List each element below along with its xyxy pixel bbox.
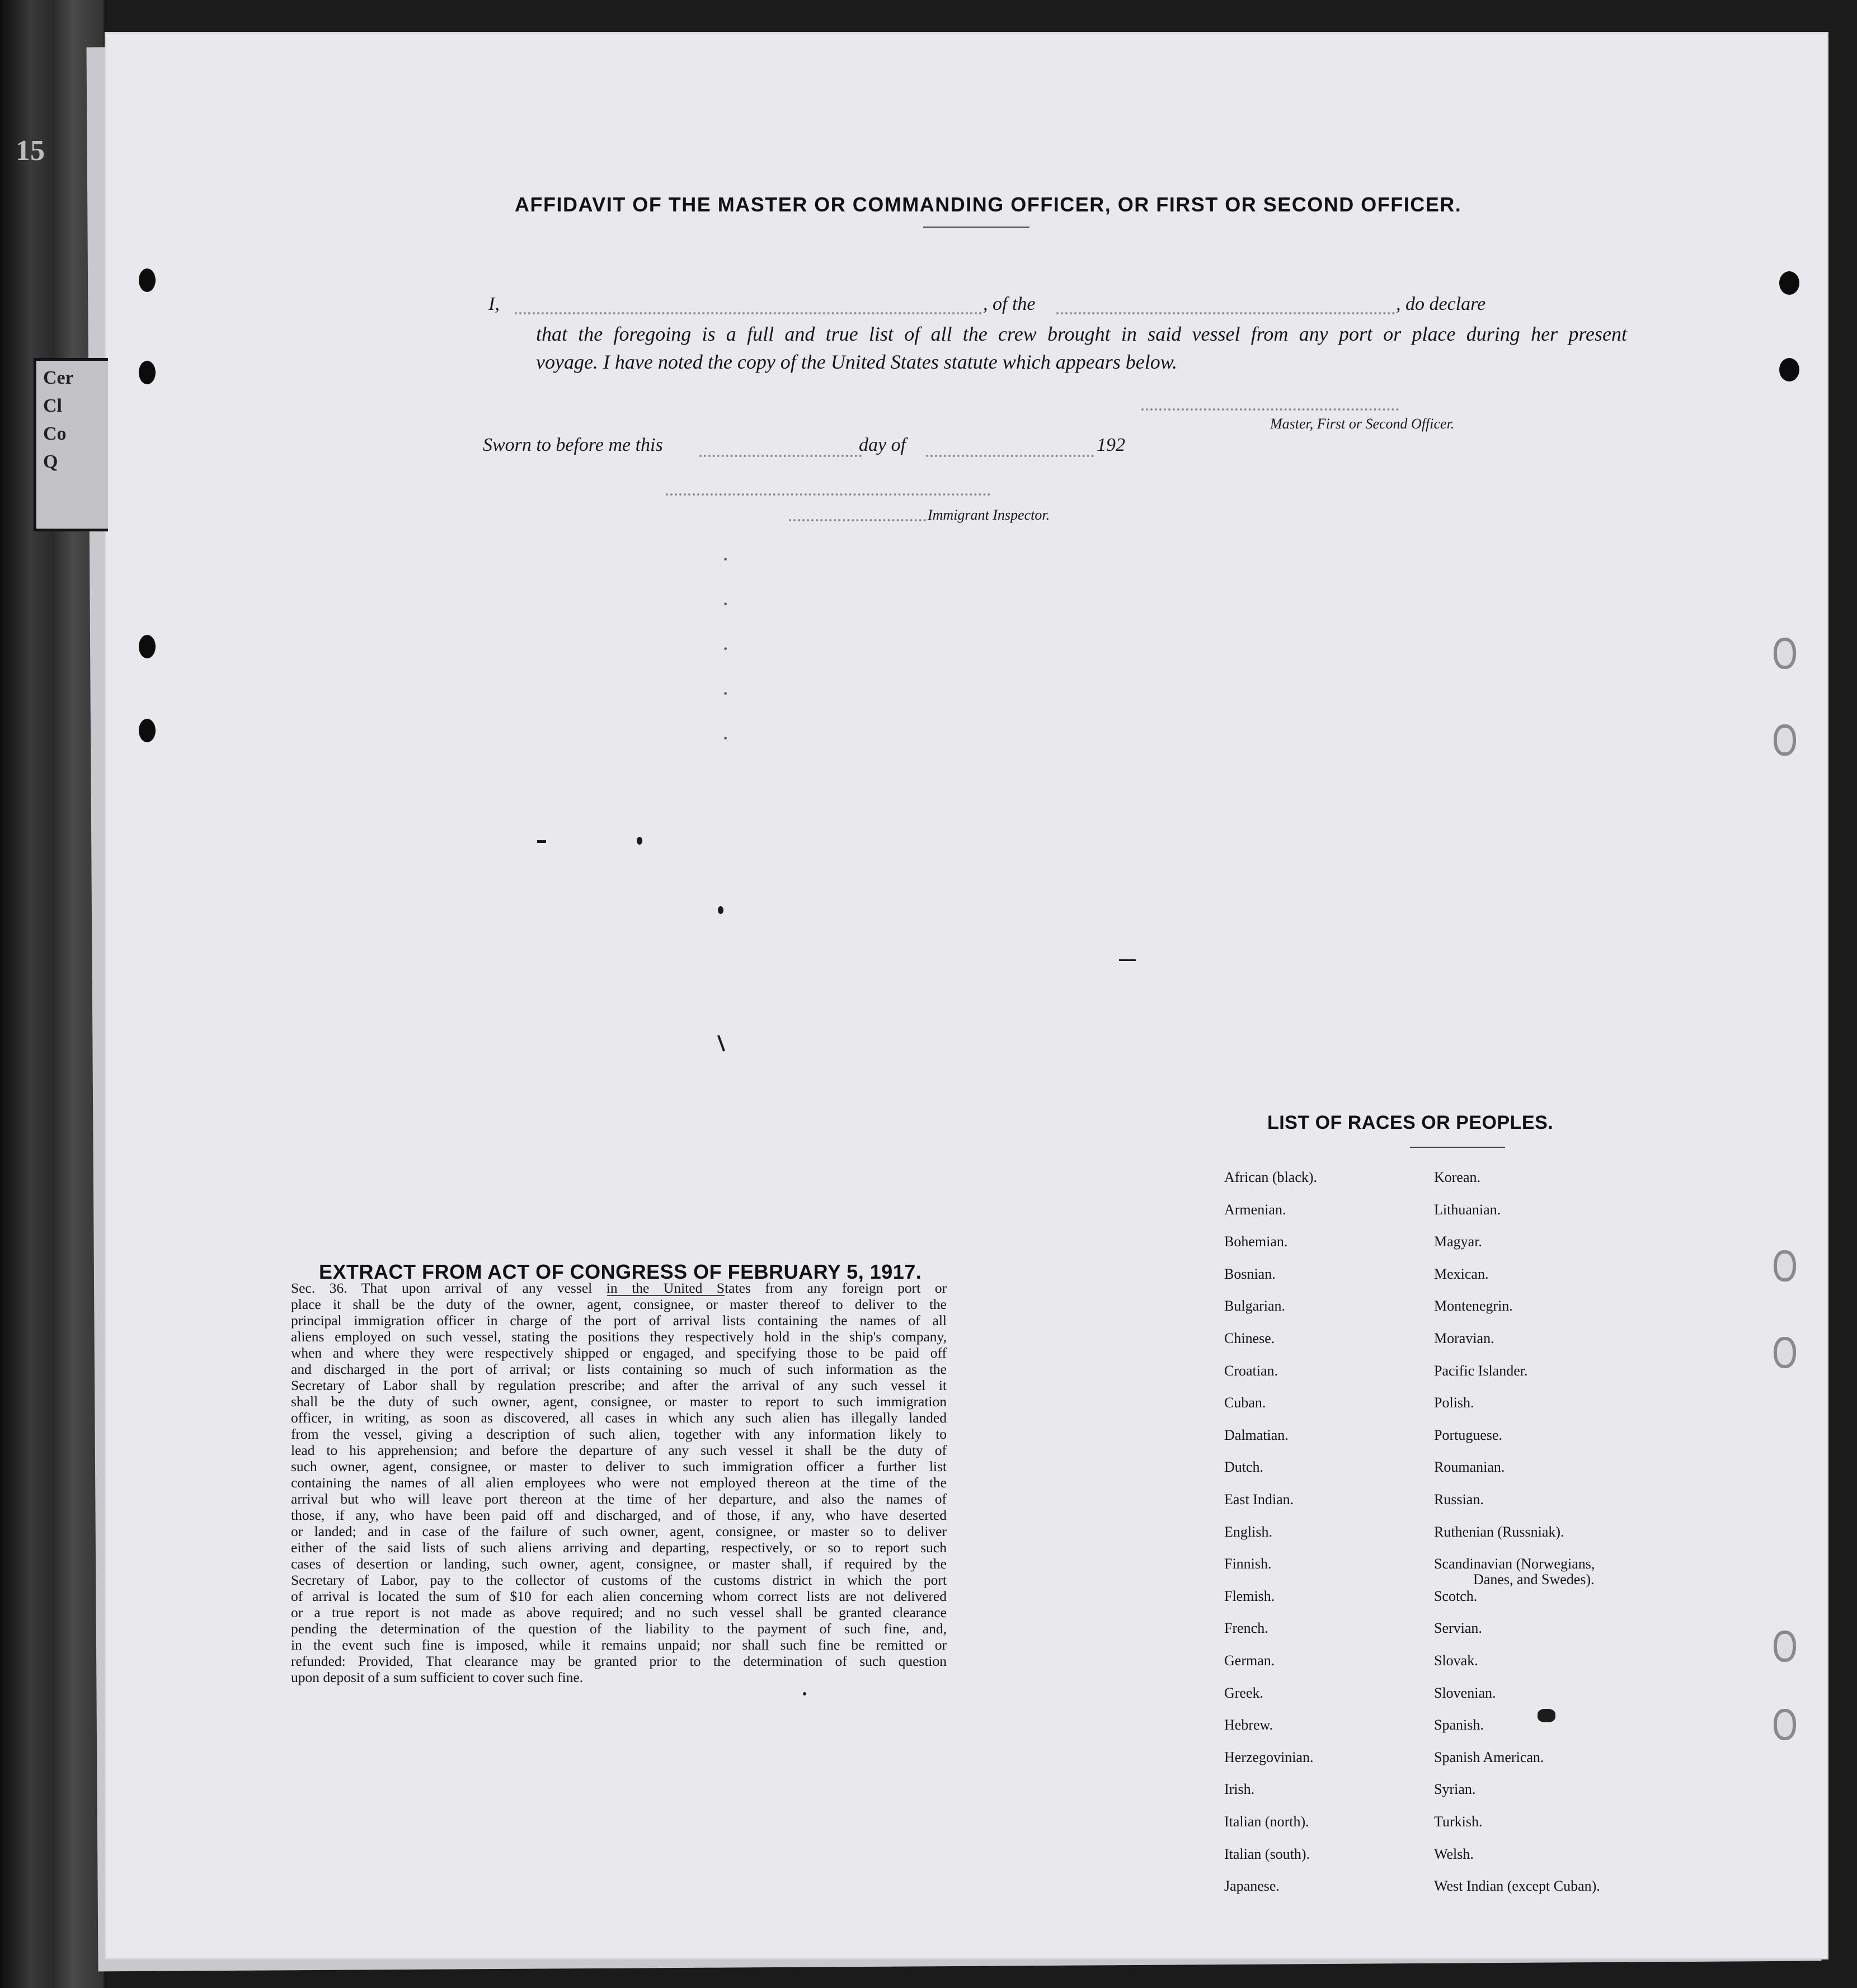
race-item (1434, 1846, 1474, 1863)
punch-hole-icon (139, 635, 156, 658)
race-item (1434, 1556, 1595, 1588)
stub-fragment: Cer (43, 368, 74, 388)
statute-line: in the event such fine is imposed, while it remains unpaid; nor shall such fine be remitted or (291, 1637, 947, 1653)
inspector-signature-blank[interactable] (666, 493, 990, 497)
punch-hole-icon (139, 719, 156, 742)
race-item (1434, 1330, 1494, 1347)
binder-ring-icon (1774, 724, 1796, 756)
race-item: Finnish. (1224, 1556, 1272, 1572)
punch-hole-icon (1779, 358, 1799, 381)
race-item: Greek. (1224, 1684, 1264, 1701)
statute-line: Sec. 36. That upon arrival of any vessel in the United States from any foreign port or (291, 1280, 947, 1296)
day-of-label: day of (859, 435, 906, 455)
race-item: African (black). (1224, 1169, 1318, 1185)
race-item (1434, 1459, 1505, 1476)
punch-hole-icon (139, 361, 156, 384)
race-item: Bosnian. (1224, 1265, 1276, 1282)
ink-mark (637, 837, 642, 845)
race-item (1434, 1298, 1513, 1315)
race-item (1434, 1652, 1478, 1669)
race-item: Flemish. (1224, 1587, 1275, 1604)
do-declare-label: , do declare (1396, 294, 1486, 314)
ink-mark (803, 1692, 806, 1695)
race-item-label: Spanish American. (1434, 1749, 1544, 1765)
statute-line: or a true report is not made as above required; and no such vessel shall be granted clearance (291, 1604, 947, 1620)
race-item: Irish. (1224, 1781, 1255, 1798)
race-item (1434, 1813, 1482, 1830)
affidavit-body (536, 320, 1627, 376)
name-blank[interactable] (515, 312, 982, 315)
year-prefix: 192 (1097, 435, 1125, 455)
stub-fragment: Co (43, 423, 67, 444)
race-item: French. (1224, 1620, 1268, 1637)
race-item: Bohemian. (1224, 1233, 1288, 1250)
statute-line: and discharged in the port of arrival; or lists containing so much of such information as the (291, 1361, 947, 1377)
document-page (106, 34, 1827, 1958)
race-item-label: Slovenian. (1434, 1684, 1496, 1701)
punch-hole-icon (1779, 271, 1799, 295)
sworn-month-blank[interactable] (926, 455, 1094, 458)
statute-line: refunded: Provided, That clearance may be granted prior to the determination of such question (291, 1653, 947, 1669)
statute-extract (291, 1280, 947, 1685)
race-item (1434, 1491, 1484, 1508)
race-item-label: Syrian. (1434, 1781, 1476, 1798)
statute-line: Secretary of Labor shall by regulation prescribe; and after the arrival of any such vessel it (291, 1377, 947, 1393)
ink-mark (1119, 959, 1136, 961)
statute-line: principal immigration officer in charge of the port of arrival lists containing the names of all (291, 1312, 947, 1329)
race-item-label: Servian. (1434, 1620, 1482, 1637)
race-item-label: Russian. (1434, 1491, 1484, 1508)
race-item: Croatian. (1224, 1362, 1278, 1379)
bleed-through-marks: · · · · · (722, 547, 730, 751)
inspector-blank[interactable] (789, 519, 926, 522)
race-item-continuation: Danes, and Swedes). (1473, 1571, 1595, 1588)
vessel-blank[interactable] (1056, 312, 1395, 315)
races-title: LIST OF RACES OR PEOPLES. (1267, 1112, 1554, 1133)
race-item-label: Turkish. (1434, 1813, 1483, 1830)
race-item (1434, 1749, 1544, 1766)
title-underline (923, 227, 1029, 228)
race-item-label: Pacific Islander. (1434, 1362, 1528, 1379)
ink-mark (717, 1035, 725, 1052)
statute-line: place it shall be the duty of the owner, agent, consignee, or master thereof to deliver to the (291, 1296, 947, 1312)
race-item-label: Slovak. (1434, 1652, 1478, 1669)
races-title-underline (1410, 1147, 1505, 1148)
race-item-label: Ruthenian (Russniak). (1434, 1523, 1564, 1540)
race-item: Japanese. (1224, 1878, 1280, 1895)
race-item-label: Scotch. (1434, 1587, 1478, 1604)
ink-mark (1538, 1709, 1555, 1722)
statute-line: containing the names of all alien employees who were not employed thereon at the time of the (291, 1474, 947, 1491)
race-item (1434, 1233, 1482, 1250)
statute-line: upon deposit of a sum sufficient to cover such fine. (291, 1669, 584, 1685)
body-line: voyage. I have noted the copy of the United States statute which appears below. (536, 351, 1178, 373)
race-item: East Indian. (1224, 1491, 1294, 1508)
race-item-label: Moravian. (1434, 1330, 1494, 1346)
race-item: Chinese. (1224, 1330, 1275, 1346)
statute-line: or landed; and in case of the failure of such owner, agent, consignee, or master so to deliver (291, 1523, 947, 1539)
statute-line: Secretary of Labor, pay to the collector of customs of the customs district in which the port (291, 1572, 947, 1588)
race-item (1434, 1620, 1482, 1637)
sworn-day-blank[interactable] (699, 455, 862, 458)
statute-line: arrival but who will leave port thereon at the time of her departure, and also the names of (291, 1491, 947, 1507)
race-item-label: Portuguese. (1434, 1426, 1503, 1443)
race-item-label: Roumanian. (1434, 1459, 1505, 1476)
binder-ring-icon (1774, 1631, 1796, 1662)
statute-line: officer, in writing, as soon as discovered, all cases in which any such alien has illegally landed (291, 1410, 947, 1426)
statute-line: shall be the duty of such owner, agent, consignee, or master to report to such immigration (291, 1393, 947, 1410)
race-item: Hebrew. (1224, 1717, 1273, 1733)
race-item: Bulgarian. (1224, 1298, 1286, 1315)
statute-line: such owner, agent, consignee, or master to deliver to such immigration officer a further list (291, 1458, 947, 1474)
stub-fragment: Q (43, 451, 58, 472)
declaration-start: I, (488, 294, 500, 314)
race-item-label: Montenegrin. (1434, 1298, 1513, 1315)
race-item: Herzegovinian. (1224, 1749, 1314, 1765)
sworn-text: Sworn to before me this (483, 435, 663, 455)
stub-fragment: Cl (43, 395, 62, 416)
extract-title: EXTRACT FROM ACT OF CONGRESS OF FEBRUARY 5, 1917. (319, 1260, 922, 1283)
race-item (1434, 1427, 1502, 1444)
race-item (1434, 1202, 1501, 1218)
race-item-label: West Indian (except Cuban). (1434, 1878, 1600, 1895)
race-item (1434, 1266, 1488, 1283)
race-item (1434, 1717, 1484, 1733)
race-item: Dalmatian. (1224, 1426, 1289, 1443)
statute-line: either of the said lists of such aliens arriving and departing, respectively, or so to report such (291, 1539, 947, 1556)
signature-blank[interactable] (1141, 408, 1399, 412)
signature-label: Master, First or Second Officer. (1270, 416, 1455, 432)
race-item: Italian (south). (1224, 1845, 1310, 1862)
race-item-label: Scandinavian (Norwegians, (1434, 1556, 1595, 1572)
binder-ring-icon (1774, 638, 1796, 669)
race-item: Cuban. (1224, 1395, 1266, 1411)
race-item: English. (1224, 1523, 1272, 1540)
binder-ring-icon (1774, 1250, 1796, 1282)
race-item-label: Korean. (1434, 1169, 1481, 1185)
statute-line: those, if any, who have been paid off and discharged, and of those, if any, who have deserted (291, 1507, 947, 1523)
statute-line: aliens employed on such vessel, stating the positions they respectively hold in the ship's company, (291, 1329, 947, 1345)
of-the-label: , of the (983, 294, 1036, 314)
corner-number: 15 (16, 135, 45, 167)
binder-ring-icon (1774, 1337, 1796, 1368)
affidavit-title: AFFIDAVIT OF THE MASTER OR COMMANDING OFFICER, OR FIRST OR SECOND OFFICER. (515, 193, 1462, 216)
race-item-label: Mexican. (1434, 1265, 1489, 1282)
race-item (1434, 1878, 1600, 1895)
race-item-label: Spanish. (1434, 1717, 1484, 1733)
race-item-label: Magyar. (1434, 1233, 1482, 1250)
statute-line: when and where they were respectively shipped or engaged, and specifying those to be paid off (291, 1345, 947, 1361)
statute-line: cases of desertion or landing, such owner, agent, consignee, or master shall, if required by the (291, 1556, 947, 1572)
inspector-label: Immigrant Inspector. (928, 507, 1050, 523)
race-item: Armenian. (1224, 1201, 1286, 1218)
punch-hole-icon (139, 268, 156, 292)
race-item (1434, 1169, 1480, 1186)
race-item-label: Polish. (1434, 1395, 1474, 1411)
race-item-label: Welsh. (1434, 1845, 1474, 1862)
binder-ring-icon (1774, 1709, 1796, 1740)
margin-stub (34, 358, 108, 531)
race-item: Italian (north). (1224, 1813, 1309, 1830)
race-item (1434, 1395, 1474, 1411)
ink-mark (537, 840, 546, 843)
statute-line: pending the determination of the question of the liability to the payment of such fine, and, (291, 1620, 947, 1637)
race-item (1434, 1363, 1528, 1379)
race-item (1434, 1524, 1564, 1541)
statute-line: from the vessel, giving a description of such alien, together with any information likely to (291, 1426, 947, 1442)
body-line: that the foregoing is a full and true list of all the crew brought in said vessel from any port or place during her present (536, 323, 1627, 345)
race-item (1434, 1781, 1475, 1798)
race-item-label: Lithuanian. (1434, 1201, 1501, 1218)
race-item: German. (1224, 1652, 1275, 1669)
race-item: Dutch. (1224, 1459, 1264, 1476)
statute-line: of arrival is located the sum of $10 for each alien concerning whom correct lists are not delivered (291, 1588, 947, 1604)
statute-line: lead to his apprehension; and before the departure of any such vessel it shall be the duty of (291, 1442, 947, 1458)
race-item (1434, 1588, 1477, 1605)
ink-mark (718, 906, 723, 914)
race-item (1434, 1685, 1496, 1702)
